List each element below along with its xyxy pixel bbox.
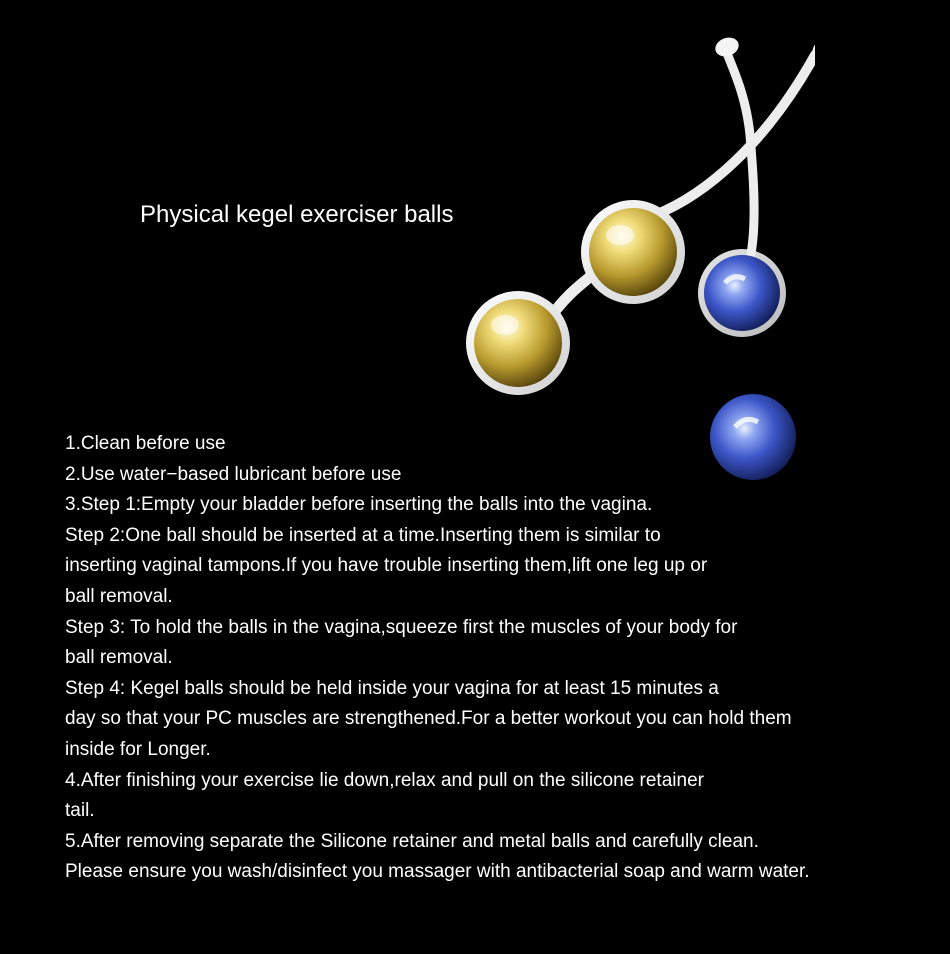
instruction-line: ball removal. xyxy=(65,585,173,607)
instruction-line: 5.After removing separate the Silicone retainer and metal balls and carefully clean. xyxy=(65,830,759,852)
instructions-list xyxy=(65,429,935,888)
instruction-line: tail. xyxy=(65,800,95,822)
instruction-line: Step 4: Kegel balls should be held inside your vagina for at least 15 minutes a xyxy=(65,677,719,699)
instruction-line: inserting vaginal tampons.If you have trouble inserting them,lift one leg up or xyxy=(65,555,708,577)
instruction-line: day so that your PC muscles are strengthened.For a better workout you can hold them xyxy=(65,708,792,730)
instruction-line: ball removal. xyxy=(65,647,173,669)
instruction-line: 2.Use water−based lubricant before use xyxy=(65,463,402,485)
instruction-line: Step 3: To hold the balls in the vagina,squeeze first the muscles of your body for xyxy=(65,616,738,638)
instruction-line: inside for Longer. xyxy=(65,738,211,760)
page-title: Physical kegel exerciser balls xyxy=(140,201,454,228)
instruction-line: 3.Step 1:Empty your bladder before inserting the balls into the vagina. xyxy=(65,494,653,516)
kegel-balls-illustration-icon xyxy=(455,25,815,495)
instruction-line: 4.After finishing your exercise lie down,relax and pull on the silicone retainer xyxy=(65,769,704,791)
instruction-line: 1.Clean before use xyxy=(65,433,226,454)
instruction-line: Please ensure you wash/disinfect you massager with antibacterial soap and warm water. xyxy=(65,861,810,883)
instruction-line: Step 2:One ball should be inserted at a time.Inserting them is similar to xyxy=(65,524,661,546)
